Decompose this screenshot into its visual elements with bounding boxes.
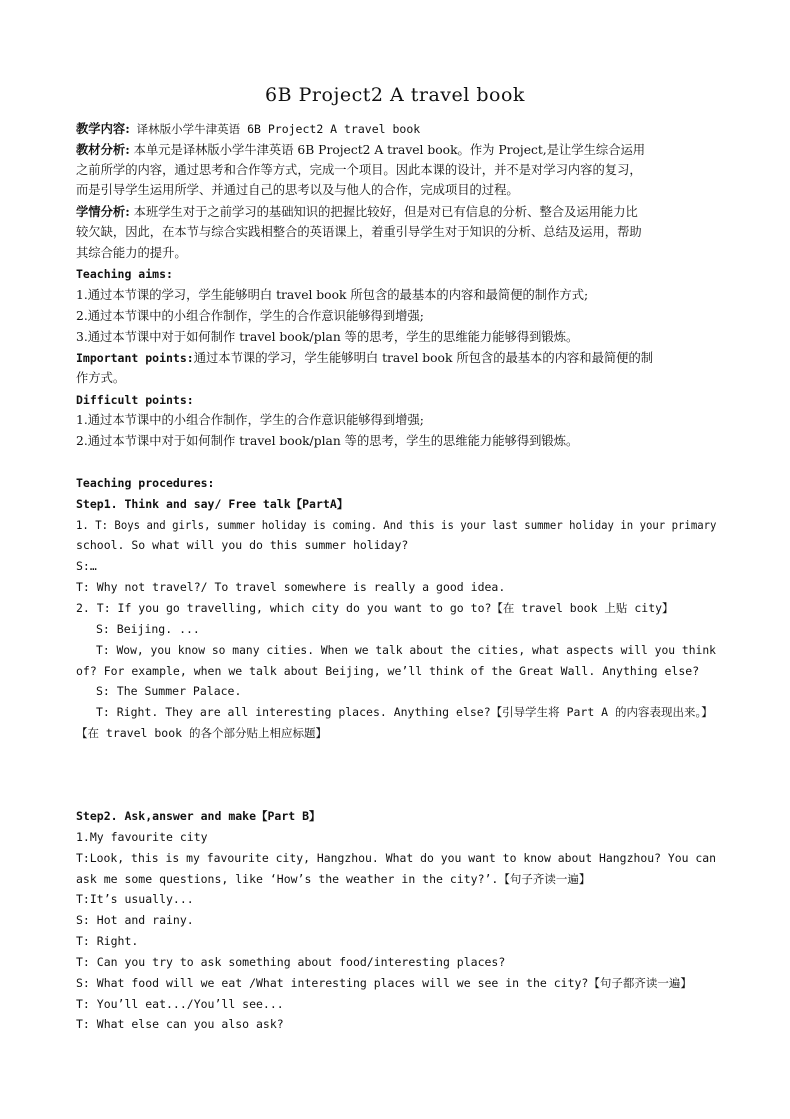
- difficult-item-2: 2.通过本节课中对于如何制作 travel book/plan 等的思考，学生的思维能力能够得到锻炼。: [76, 434, 579, 448]
- analysis-text-1: 本单元是译林版小学牛津英语 6B Project2 A travel book。作为 Project,是让学生综合运用: [129, 143, 646, 157]
- step2-line-8: S: What food will we eat /What interesting places will we see in the city?【句子都齐读一遍】: [76, 976, 692, 990]
- learner-label: 学情分析:: [76, 204, 130, 219]
- learner-line-3: 其综合能力的提升。: [76, 246, 187, 260]
- learner-line-2: 较欠缺，因此，在本节与综合实践相整合的英语课上，着重引导学生对于知识的分析、总结及运用，帮助: [76, 225, 642, 239]
- step2-heading: Step2. Ask,answer and make【Part B】: [76, 809, 321, 823]
- learner-text-1: 本班学生对于之前学习的基础知识的把握比较好，但是对已有信息的分析、整合及运用能力比: [129, 205, 638, 219]
- step1-line-5: 2. T: If you go travelling, which city do you want to go to?【在 travel book 上贴 city】: [76, 601, 674, 615]
- step2-line-5: S: Hot and rainy.: [76, 913, 194, 927]
- step1-line-4: T: Why not travel?/ To travel somewhere is really a good idea.: [76, 580, 506, 594]
- step2-line-6: T: Right.: [76, 934, 139, 948]
- learner-line-1: [76, 202, 716, 222]
- content-line: [76, 119, 716, 139]
- step2-line-7: T: Can you try to ask something about food/interesting places?: [76, 955, 506, 969]
- analysis-line-2: 之前所学的内容，通过思考和合作等方式，完成一个项目。因此本课的设计，并不是对学习内容的复习，: [76, 163, 642, 177]
- step2-line-9: T: You’ll eat.../You’ll see...: [76, 997, 284, 1011]
- difficult-heading: Difficult points:: [76, 393, 194, 407]
- step2-line-2: T:Look, this is my favourite city, Hangzhou. What do you want to know about Hangzhou? You can: [76, 851, 717, 865]
- step1-line-7: T: Wow, you know so many cities. When we talk about the cities, what aspects will you think: [96, 643, 716, 657]
- important-line-2: 作方式。: [76, 371, 126, 385]
- aims-heading: Teaching aims:: [76, 267, 173, 281]
- step2-line-3: ask me some questions, like ‘How’s the weather in the city?’.【句子齐读一遍】: [76, 872, 591, 886]
- important-label: Important points:: [76, 351, 194, 365]
- analysis-label: 教材分析:: [76, 142, 130, 157]
- difficult-item-1: 1.通过本节课中的小组合作制作，学生的合作意识能够得到增强;: [76, 413, 424, 427]
- aim-item-1: 1.通过本节课的学习，学生能够明白 travel book 所包含的最基本的内容和最简便的制作方式;: [76, 288, 589, 302]
- step1-line-2: school. So what will you do this summer holiday?: [76, 538, 409, 552]
- step1-line-8: of? For example, when we talk about Beijing, we’ll think of the Great Wall. Anything else?: [76, 664, 700, 678]
- step2-line-10: T: What else can you also ask?: [76, 1017, 284, 1031]
- step1-heading: Step1. Think and say/ Free talk【PartA】: [76, 497, 349, 511]
- step1-line-1: 1. T: Boys and girls, summer holiday is coming. And this is your last summer holiday in your primary: [76, 518, 717, 532]
- step2-line-1: 1.My favourite city: [76, 830, 208, 844]
- step1-line-9: S: The Summer Palace.: [96, 684, 242, 698]
- content-label: 教学内容:: [76, 121, 130, 136]
- step1-line-10: T: Right. They are all interesting places. Anything else?【引导学生将 Part A 的内容表现出来。】: [96, 705, 713, 719]
- aim-item-2: 2.通过本节课中的小组合作制作，学生的合作意识能够得到增强;: [76, 309, 424, 323]
- important-text-1: 通过本节课的学习，学生能够明白 travel book 所包含的最基本的内容和最简便的制: [193, 351, 654, 365]
- content-text: 译林版小学牛津英语 6B Project2 A travel book: [129, 122, 421, 136]
- aim-item-3: 3.通过本节课中对于如何制作 travel book/plan 等的思考，学生的思维能力能够得到锻炼。: [76, 330, 579, 344]
- step2-line-4: T:It’s usually...: [76, 892, 194, 906]
- procedures-heading: Teaching procedures:: [76, 476, 215, 490]
- document-title: 6B Project2 A travel book: [265, 84, 525, 106]
- important-line-1: [76, 348, 716, 368]
- step1-line-11: 【在 travel book 的各个部分贴上相应标题】: [76, 726, 328, 740]
- analysis-line-3: 而是引导学生运用所学、并通过自己的思考以及与他人的合作，完成项目的过程。: [76, 183, 519, 197]
- step1-line-3: S:…: [76, 559, 97, 573]
- analysis-line-1: [76, 140, 716, 160]
- step1-line-6: S: Beijing. ...: [96, 622, 200, 636]
